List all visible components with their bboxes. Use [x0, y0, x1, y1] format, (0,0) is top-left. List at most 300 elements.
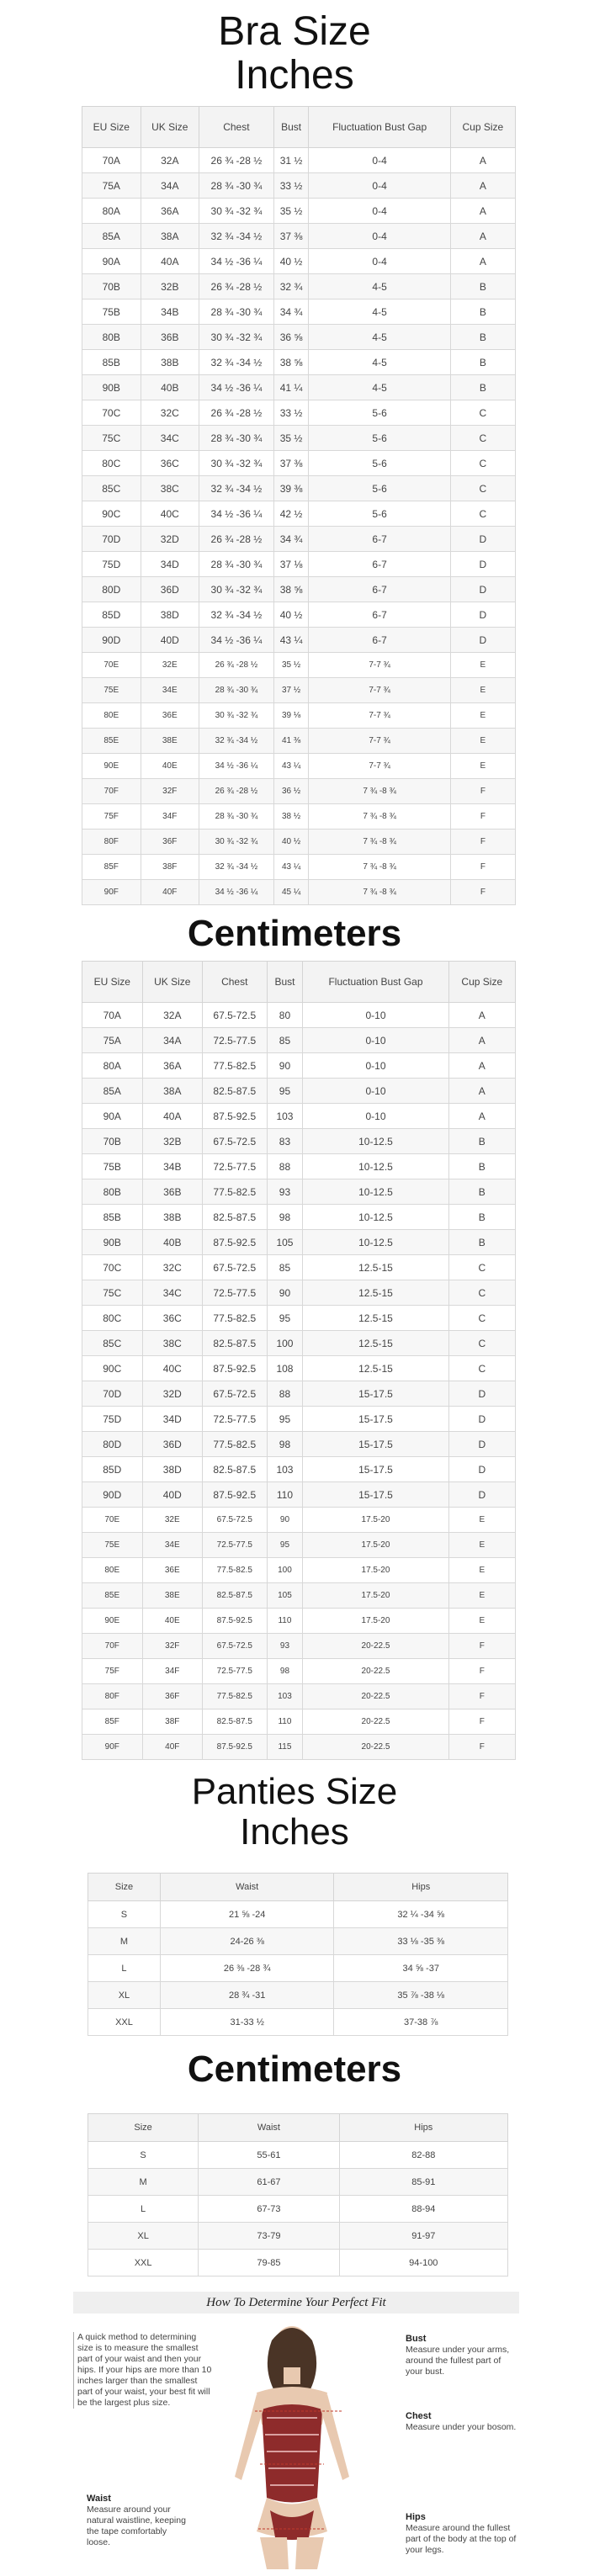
table-row [82, 1407, 516, 1432]
table-cell: C [450, 451, 515, 476]
table-cell: 17.5-20 [303, 1583, 448, 1609]
table-cell: 32C [141, 400, 199, 426]
table-cell: 26 ¾ -28 ½ [199, 400, 274, 426]
table-cell: 75C [82, 1280, 143, 1306]
table-cell: 90A [82, 249, 141, 274]
table-cell: 28 ¾ -30 ¾ [199, 299, 274, 325]
table-cell: C [448, 1255, 515, 1280]
table-cell: 93 [267, 1179, 303, 1205]
table-cell: E [450, 729, 515, 754]
table-cell: 67.5-72.5 [203, 1255, 267, 1280]
table-cell: XL [88, 2223, 199, 2250]
table-cell: 32F [142, 1634, 203, 1659]
table-cell: 40B [141, 375, 199, 400]
column-header: Chest [203, 962, 267, 1003]
table-cell: 32 ¾ [273, 274, 309, 299]
table-row [82, 1684, 516, 1709]
table-cell: 75F [82, 1659, 143, 1684]
table-cell: 0-4 [309, 224, 450, 249]
column-header: UK Size [142, 962, 203, 1003]
table-cell: E [448, 1583, 515, 1609]
table-cell: B [448, 1179, 515, 1205]
table-cell: 40C [142, 1356, 203, 1381]
table-cell: 100 [267, 1331, 303, 1356]
table-cell: 90F [82, 1735, 143, 1760]
table-row [88, 1901, 508, 1928]
table-cell: 85E [82, 729, 141, 754]
table-cell: 77.5-82.5 [203, 1684, 267, 1709]
table-cell: 87.5-92.5 [203, 1104, 267, 1129]
table-row [82, 1079, 516, 1104]
table-cell: 34 ½ -36 ¼ [199, 375, 274, 400]
table-cell: 32D [141, 527, 199, 552]
table-cell: 36B [142, 1179, 203, 1205]
table-cell: 21 ⅝ -24 [160, 1901, 334, 1928]
table-cell: 34 ⅝ -37 [334, 1955, 508, 1982]
table-row [82, 1003, 516, 1028]
table-row [82, 1154, 516, 1179]
table-cell: 4-5 [309, 375, 450, 400]
table-cell: 70D [82, 527, 141, 552]
table-row [82, 325, 516, 350]
table-cell: 38B [142, 1205, 203, 1230]
table-row [88, 1982, 508, 2009]
table-cell: E [448, 1533, 515, 1558]
table-cell: 28 ¾ -31 [160, 1982, 334, 2009]
table-cell: 75A [82, 1028, 143, 1053]
fit-guide-heading: How To Determine Your Perfect Fit [73, 2292, 519, 2314]
table-cell: 34B [142, 1154, 203, 1179]
table-cell: 32E [141, 653, 199, 678]
table-cell: 75E [82, 1533, 143, 1558]
bra-size-title: Bra Size [218, 9, 371, 54]
table-row [82, 1659, 516, 1684]
table-cell: 75C [82, 426, 141, 451]
table-cell: 87.5-92.5 [203, 1735, 267, 1760]
hips-title: Hips [406, 2512, 426, 2522]
table-cell: 41 ¼ [273, 375, 309, 400]
hips-text: Measure around the fullest part of the body at the top of your legs. [406, 2523, 517, 2555]
table-row [82, 1735, 516, 1760]
table-cell: 70A [82, 148, 141, 173]
table-cell: 80C [82, 1306, 143, 1331]
table-cell: 93 [267, 1634, 303, 1659]
table-cell: 7 ¾ -8 ¾ [309, 779, 450, 804]
table-cell: 32D [142, 1381, 203, 1407]
table-cell: 82.5-87.5 [203, 1583, 267, 1609]
table-cell: 40D [142, 1482, 203, 1508]
table-cell: 28 ¾ -30 ¾ [199, 804, 274, 830]
table-cell: 5-6 [309, 451, 450, 476]
table-row [82, 1508, 516, 1533]
table-cell: 34 ½ -36 ¼ [199, 249, 274, 274]
table-cell: 33 ⅛ -35 ⅜ [334, 1928, 508, 1955]
table-cell: 105 [267, 1230, 303, 1255]
table-cell: 0-10 [303, 1104, 448, 1129]
table-cell: 38 ⅝ [273, 577, 309, 602]
table-cell: 85 [267, 1028, 303, 1053]
table-cell: 5-6 [309, 400, 450, 426]
table-cell: 17.5-20 [303, 1609, 448, 1634]
table-cell: 15-17.5 [303, 1482, 448, 1508]
table-cell: 80B [82, 1179, 143, 1205]
table-cell: 33 ½ [273, 400, 309, 426]
table-cell: 7 ¾ -8 ¾ [309, 804, 450, 830]
table-cell: 77.5-82.5 [203, 1306, 267, 1331]
table-cell: 32C [142, 1255, 203, 1280]
table-cell: 38F [142, 1709, 203, 1735]
table-cell: 105 [267, 1583, 303, 1609]
table-cell: 36A [142, 1053, 203, 1079]
table-cell: 34A [142, 1028, 203, 1053]
table-cell: 20-22.5 [303, 1634, 448, 1659]
table-cell: B [448, 1154, 515, 1179]
table-cell: XXL [88, 2009, 161, 2036]
table-cell: 0-4 [309, 148, 450, 173]
table-cell: 30 ¾ -32 ¾ [199, 830, 274, 855]
table-cell: 38C [142, 1331, 203, 1356]
table-cell: 15-17.5 [303, 1432, 448, 1457]
column-header: Waist [160, 1874, 334, 1901]
table-row [82, 400, 516, 426]
column-header: Size [88, 2114, 199, 2142]
table-cell: B [450, 375, 515, 400]
table-cell: C [448, 1280, 515, 1306]
table-cell: 32 ¾ -34 ½ [199, 729, 274, 754]
table-cell: 32E [142, 1508, 203, 1533]
table-cell: E [450, 754, 515, 779]
table-cell: 15-17.5 [303, 1381, 448, 1407]
table-cell: 90D [82, 628, 141, 653]
table-cell: 40 ½ [273, 249, 309, 274]
table-cell: 12.5-15 [303, 1280, 448, 1306]
table-cell: 82.5-87.5 [203, 1079, 267, 1104]
table-row [82, 1028, 516, 1053]
table-cell: 43 ¼ [273, 855, 309, 880]
table-cell: 12.5-15 [303, 1306, 448, 1331]
table-row [88, 1928, 508, 1955]
table-cell: 32 ¾ -34 ½ [199, 476, 274, 501]
table-row [82, 224, 516, 249]
table-cell: XXL [88, 2250, 199, 2277]
table-row [82, 527, 516, 552]
table-row [82, 1583, 516, 1609]
table-cell: E [450, 653, 515, 678]
table-cell: 4-5 [309, 325, 450, 350]
table-cell: 35 ½ [273, 426, 309, 451]
table-cell: 85F [82, 855, 141, 880]
table-cell: 80C [82, 451, 141, 476]
table-cell: 39 ⅜ [273, 476, 309, 501]
table-cell: 77.5-82.5 [203, 1558, 267, 1583]
table-cell: 72.5-77.5 [203, 1659, 267, 1684]
table-cell: 67-73 [199, 2196, 339, 2223]
table-cell: 88 [267, 1154, 303, 1179]
table-row [82, 678, 516, 703]
table-cell: 20-22.5 [303, 1735, 448, 1760]
table-cell: 37-38 ⅞ [334, 2009, 508, 2036]
table-row [82, 451, 516, 476]
table-cell: 24-26 ⅜ [160, 1928, 334, 1955]
column-header: Cup Size [450, 107, 515, 148]
table-cell: 70E [82, 653, 141, 678]
table-cell: 32 ¾ -34 ½ [199, 855, 274, 880]
table-cell: 4-5 [309, 299, 450, 325]
table-cell: 98 [267, 1205, 303, 1230]
table-cell: 34 ¾ [273, 299, 309, 325]
table-cell: 0-4 [309, 199, 450, 224]
table-cell: 87.5-92.5 [203, 1230, 267, 1255]
table-cell: 36A [141, 199, 199, 224]
table-cell: 75E [82, 678, 141, 703]
table-cell: 36B [141, 325, 199, 350]
table-cell: 70B [82, 274, 141, 299]
table-row [82, 779, 516, 804]
table-cell: 72.5-77.5 [203, 1280, 267, 1306]
table-cell: 34E [142, 1533, 203, 1558]
table-cell: 38 ½ [273, 804, 309, 830]
table-cell: 6-7 [309, 527, 450, 552]
table-row [82, 804, 516, 830]
table-cell: 35 ½ [273, 653, 309, 678]
waist-note [87, 2494, 186, 2548]
table-cell: 80F [82, 1684, 143, 1709]
table-cell: 90C [82, 1356, 143, 1381]
table-cell: L [88, 1955, 161, 1982]
table-cell: D [450, 527, 515, 552]
table-cell: E [448, 1558, 515, 1583]
table-cell: 30 ¾ -32 ¾ [199, 451, 274, 476]
column-header: Fluctuation Bust Gap [309, 107, 450, 148]
table-cell: 20-22.5 [303, 1709, 448, 1735]
table-cell: 80A [82, 199, 141, 224]
table-cell: A [450, 249, 515, 274]
table-cell: 90E [82, 1609, 143, 1634]
table-cell: E [448, 1508, 515, 1533]
table-row [82, 1280, 516, 1306]
table-cell: 26 ¾ -28 ½ [199, 653, 274, 678]
table-cell: 85D [82, 1457, 143, 1482]
table-row [82, 1457, 516, 1482]
table-cell: 0-10 [303, 1053, 448, 1079]
table-row [82, 1381, 516, 1407]
table-cell: A [448, 1079, 515, 1104]
table-cell: 40F [141, 880, 199, 905]
table-cell: 34 ½ -36 ¼ [199, 628, 274, 653]
table-cell: 36C [142, 1306, 203, 1331]
table-cell: S [88, 1901, 161, 1928]
table-cell: 90C [82, 501, 141, 527]
table-cell: 80D [82, 1432, 143, 1457]
table-row [82, 249, 516, 274]
table-cell: 82.5-87.5 [203, 1205, 267, 1230]
table-cell: 38A [142, 1079, 203, 1104]
table-cell: 37 ⅜ [273, 224, 309, 249]
table-cell: 6-7 [309, 628, 450, 653]
table-cell: 7 ¾ -8 ¾ [309, 830, 450, 855]
table-row [82, 1533, 516, 1558]
table-cell: 67.5-72.5 [203, 1003, 267, 1028]
table-cell: 5-6 [309, 426, 450, 451]
table-row [82, 426, 516, 451]
table-cell: 34 ½ -36 ¼ [199, 880, 274, 905]
table-row [82, 1255, 516, 1280]
table-cell: 110 [267, 1609, 303, 1634]
bust-note [406, 2334, 519, 2377]
table-cell: 103 [267, 1457, 303, 1482]
table-cell: 95 [267, 1306, 303, 1331]
table-cell: 40C [141, 501, 199, 527]
table-row [82, 1609, 516, 1634]
table-cell: 75B [82, 1154, 143, 1179]
table-cell: 95 [267, 1533, 303, 1558]
table-cell: A [448, 1003, 515, 1028]
table-cell: 110 [267, 1709, 303, 1735]
table-cell: 80D [82, 577, 141, 602]
table-cell: A [450, 148, 515, 173]
bra-inches-header-row [82, 107, 516, 148]
table-cell: 28 ¾ -30 ¾ [199, 678, 274, 703]
table-cell: 90F [82, 880, 141, 905]
table-cell: 88-94 [339, 2196, 507, 2223]
table-row [82, 1709, 516, 1735]
table-cell: 32F [141, 779, 199, 804]
table-cell: 32 ¼ -34 ⅝ [334, 1901, 508, 1928]
table-cell: D [450, 628, 515, 653]
table-cell: 80E [82, 703, 141, 729]
table-cell: 77.5-82.5 [203, 1053, 267, 1079]
table-cell: 90 [267, 1508, 303, 1533]
bra-inches-title: Inches [235, 53, 354, 98]
table-cell: 26 ¾ -28 ½ [199, 779, 274, 804]
chest-note [406, 2411, 519, 2433]
table-cell: 39 ⅛ [273, 703, 309, 729]
table-cell: 95 [267, 1079, 303, 1104]
table-cell: 6-7 [309, 577, 450, 602]
table-cell: 72.5-77.5 [203, 1407, 267, 1432]
table-cell: A [448, 1053, 515, 1079]
table-cell: E [450, 703, 515, 729]
table-cell: 103 [267, 1684, 303, 1709]
table-cell: 40 ½ [273, 602, 309, 628]
table-cell: 87.5-92.5 [203, 1609, 267, 1634]
table-row [82, 830, 516, 855]
table-cell: 55-61 [199, 2142, 339, 2169]
table-cell: 35 ½ [273, 199, 309, 224]
table-cell: 75D [82, 1407, 143, 1432]
table-cell: 32 ¾ -34 ½ [199, 602, 274, 628]
table-cell: 72.5-77.5 [203, 1154, 267, 1179]
table-row [82, 1482, 516, 1508]
column-header: Waist [199, 2114, 339, 2142]
table-cell: 98 [267, 1659, 303, 1684]
table-cell: 38B [141, 350, 199, 375]
table-cell: F [450, 880, 515, 905]
table-cell: 7-7 ¾ [309, 754, 450, 779]
table-row [82, 754, 516, 779]
table-cell: B [448, 1129, 515, 1154]
table-row [88, 2169, 508, 2196]
table-row [82, 1179, 516, 1205]
table-cell: 82.5-87.5 [203, 1331, 267, 1356]
table-cell: 90E [82, 754, 141, 779]
table-cell: 85C [82, 1331, 143, 1356]
column-header: Size [88, 1874, 161, 1901]
chest-title: Chest [406, 2411, 432, 2421]
table-cell: 36C [141, 451, 199, 476]
table-cell: 26 ¾ -28 ½ [199, 527, 274, 552]
table-cell: B [448, 1205, 515, 1230]
table-cell: C [450, 476, 515, 501]
table-cell: 110 [267, 1482, 303, 1508]
table-cell: 10-12.5 [303, 1129, 448, 1154]
table-cell: E [448, 1609, 515, 1634]
table-cell: C [448, 1356, 515, 1381]
table-cell: 15-17.5 [303, 1407, 448, 1432]
table-cell: L [88, 2196, 199, 2223]
table-cell: 75D [82, 552, 141, 577]
table-cell: 75B [82, 299, 141, 325]
waist-title: Waist [87, 2494, 111, 2504]
table-cell: 70A [82, 1003, 143, 1028]
table-cell: 67.5-72.5 [203, 1634, 267, 1659]
table-cell: 94-100 [339, 2250, 507, 2277]
column-header: Bust [267, 962, 303, 1003]
table-row [82, 199, 516, 224]
table-cell: F [450, 779, 515, 804]
panties-cm-header-row [88, 2114, 508, 2142]
table-cell: 32 ¾ -34 ½ [199, 350, 274, 375]
waist-text: Measure around your natural waistline, keeping the tape comfortably loose. [87, 2504, 186, 2547]
bra-cm-body [82, 1003, 516, 1760]
panties-inches-header-row [88, 1874, 508, 1901]
table-cell: 34F [141, 804, 199, 830]
table-cell: 42 ½ [273, 501, 309, 527]
table-cell: 40E [142, 1609, 203, 1634]
table-cell: 34 ½ -36 ¼ [199, 754, 274, 779]
table-cell: 26 ⅜ -28 ¾ [160, 1955, 334, 1982]
table-row [82, 729, 516, 754]
table-cell: 80F [82, 830, 141, 855]
table-cell: 34D [141, 552, 199, 577]
table-cell: 85C [82, 476, 141, 501]
table-cell: 10-12.5 [303, 1205, 448, 1230]
panties-size-title: Panties Size [191, 1771, 398, 1812]
table-cell: 12.5-15 [303, 1255, 448, 1280]
table-cell: D [448, 1457, 515, 1482]
table-row [82, 577, 516, 602]
fit-intro-text: A quick method to determining size is to measure the smallest part of your waist and then your hips. If your hips are more than 10 inches larger than the smallest part of your waist, your best fit will be the largest plus size. [73, 2332, 212, 2409]
table-cell: 4-5 [309, 274, 450, 299]
table-row [82, 299, 516, 325]
column-header: EU Size [82, 107, 141, 148]
table-cell: 34E [141, 678, 199, 703]
table-cell: 70C [82, 1255, 143, 1280]
table-cell: 90D [82, 1482, 143, 1508]
table-cell: 32 ¾ -34 ½ [199, 224, 274, 249]
table-cell: 5-6 [309, 501, 450, 527]
table-cell: 70B [82, 1129, 143, 1154]
table-row [82, 173, 516, 199]
table-cell: 28 ¾ -30 ¾ [199, 173, 274, 199]
table-cell: 34A [141, 173, 199, 199]
table-cell: B [450, 299, 515, 325]
table-row [88, 2223, 508, 2250]
table-cell: 0-10 [303, 1028, 448, 1053]
table-cell: 10-12.5 [303, 1154, 448, 1179]
table-row [82, 628, 516, 653]
column-header: Hips [339, 2114, 507, 2142]
